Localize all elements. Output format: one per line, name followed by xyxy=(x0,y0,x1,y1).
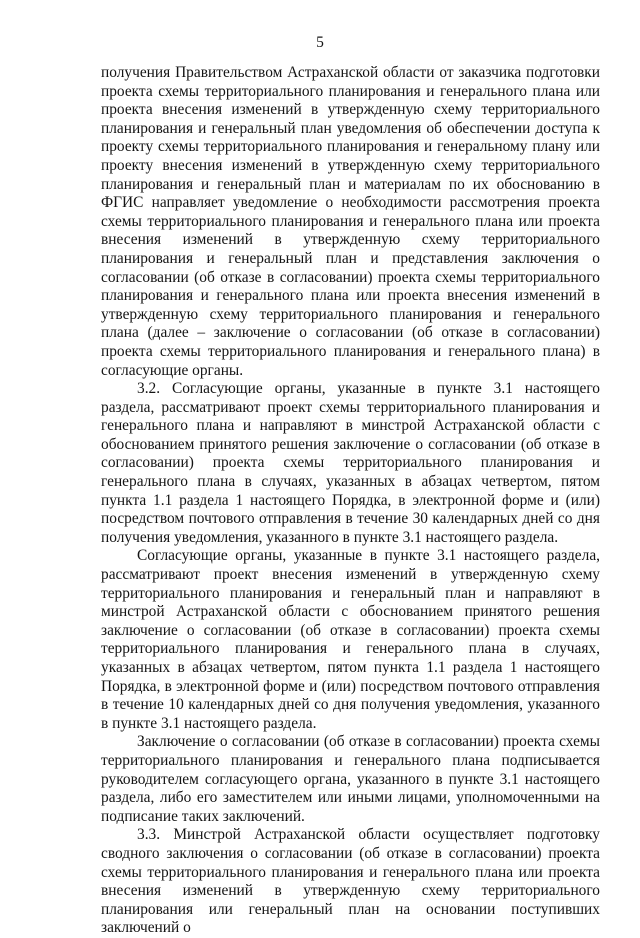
paragraph-3-2: 3.2. Согласующие органы, указанные в пункте 3.1 настоящего раздела, рассматривают проект схемы территориального планирования и генерального плана и направляют в минстрой Астраханской области с обоснованием принятого решения заключение о согласовании (об отказе в согласовании) проекта схемы территориального планирования и генерального плана в случаях, указанных в абзацах четвертом, пятом пункта 1.1 раздела 1 настоящего Порядка, в электронной форме и (или) посредством почтового отправления в течение 30 календарных дней со дня получения уведомления, указанного в пункте 3.1 настоящего раздела. xyxy=(101,380,600,546)
paragraph-3-2-signature: Заключение о согласовании (об отказе в согласовании) проекта схемы территориального планирования и генерального плана подписывается руководителем согласующего органа, указанного в пункте 3.1 настоящего раздела, либо его заместителем или иными лицами, уполномоченными на подписание таких заключений. xyxy=(101,733,600,825)
paragraph-continuation: получения Правительством Астраханской области от заказчика подготовки проекта схемы территориального планирования и генерального плана или проекта внесения изменений в утвержденную схему территориального планирования и генеральный план уведомления об обеспечении доступа к проекту схемы территориального планирования и генеральному плану или проекту внесения изменений в утвержденную схему территориального планирования и генеральный план и материалам по их обоснованию в ФГИС направляет уведомление о необходимости рассмотрения проекта схемы территориального планирования и генерального плана или проекта внесения изменений в утвержденную схему территориального планирования и генеральный план и представления заключения о согласовании (об отказе в согласовании) проекта схемы территориального планирования и генерального плана или проекта внесения изменений в утвержденную схему территориального планирования и генерального плана (далее – заключение о согласовании (об отказе в согласовании) проекта схемы территориального планирования и генерального плана) в согласующие органы. xyxy=(101,64,600,379)
paragraph-3-2-amendments: Согласующие органы, указанные в пункте 3.1 настоящего раздела, рассматривают проект внесения изменений в утвержденную схему территориального планирования и генеральный план и направляют в минстрой Астраханской области с обоснованием принятого решения заключение о согласовании (об отказе в согласовании) проекта схемы территориального планирования и генерального плана в случаях, указанных в абзацах четвертом, пятом пункта 1.1 раздела 1 настоящего Порядка, в электронной форме и (или) посредством почтового отправления в течение 10 календарных дней со дня получения уведомления, указанного в пункте 3.1 настоящего раздела. xyxy=(101,547,600,732)
document-body xyxy=(101,64,600,938)
paragraph-3-3: 3.3. Минстрой Астраханской области осуществляет подготовку сводного заключения о согласовании (об отказе в согласовании) проекта схемы территориального планирования и генерального плана или проекта внесения изменений в утвержденную схему территориального планирования или генеральный план на основании поступивших заключений о xyxy=(101,826,600,937)
page-number: 5 xyxy=(316,34,324,51)
